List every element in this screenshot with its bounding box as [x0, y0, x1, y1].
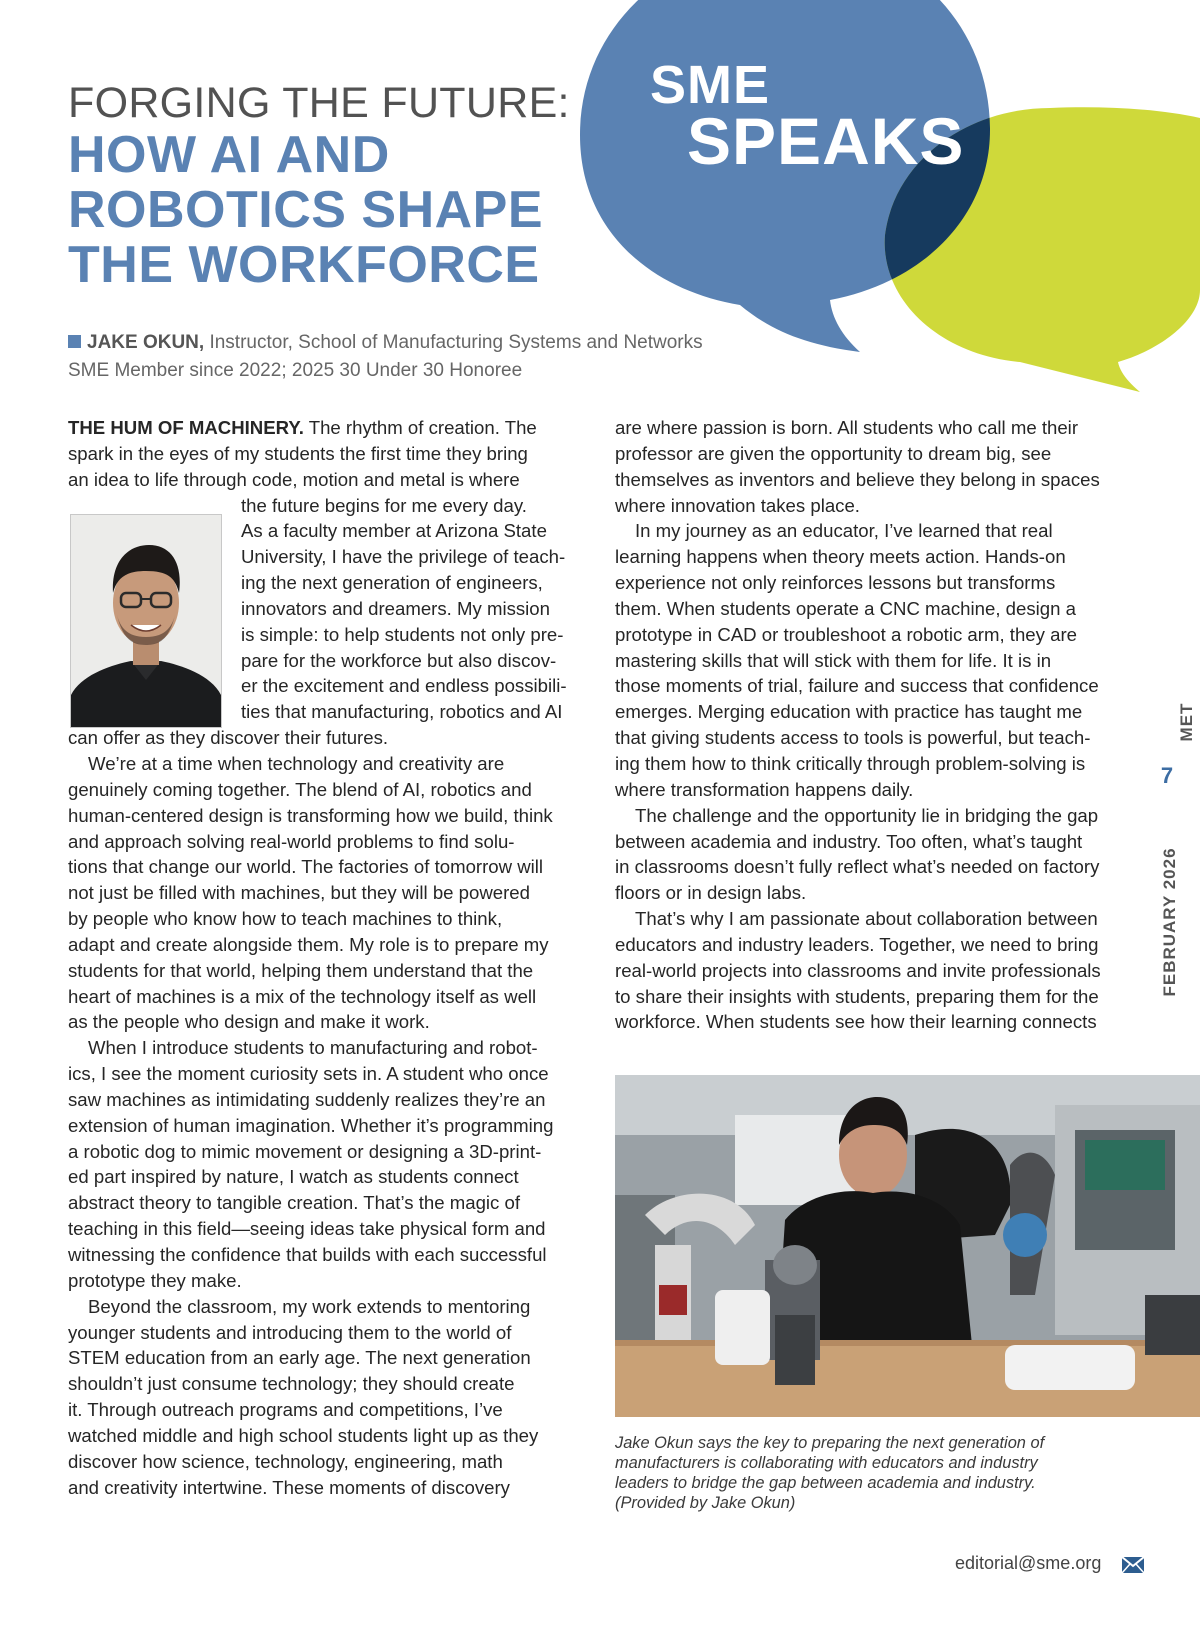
- text-line: ing the next generation of engineers,: [241, 572, 543, 594]
- author-name: JAKE OKUN,: [87, 332, 205, 353]
- text-line: and approach solving real-world problems to find solu-: [68, 830, 515, 852]
- text-line: tions that change our world. The factories of tomorrow will: [68, 856, 544, 878]
- text-line: ed part inspired by nature, I watch as students connect: [68, 1166, 519, 1188]
- text-line: er the excitement and endless possibili-: [241, 675, 567, 697]
- text-line: saw machines as intimidating suddenly realizes they’re an: [68, 1088, 546, 1110]
- text-line: We’re at a time when technology and creativity are: [88, 752, 505, 774]
- text-line: an idea to life through code, motion and metal is where: [68, 468, 520, 490]
- text-line: not just be filled with machines, but they will be powered: [68, 882, 530, 904]
- caption-line: (Provided by Jake Okun): [615, 1494, 796, 1512]
- text-line: where transformation happens daily.: [615, 778, 914, 800]
- text-line: adapt and create alongside them. My role is to prepare my: [68, 933, 549, 955]
- text-line: Beyond the classroom, my work extends to mentoring: [88, 1295, 531, 1317]
- caption-line: leaders to bridge the gap between academia and industry.: [615, 1474, 1036, 1492]
- text-line: them. When students operate a CNC machine, design a: [615, 597, 1076, 619]
- body-column-right: [615, 415, 1135, 1035]
- text-line: discover how science, technology, engineering, math: [68, 1450, 503, 1472]
- text-line: by people who know how to teach machines to think,: [68, 908, 503, 930]
- title-line: HOW AI AND: [68, 126, 390, 184]
- text-line: When I introduce students to manufacturing and robot-: [88, 1037, 538, 1059]
- text-line: STEM education from an early age. The next generation: [68, 1347, 531, 1369]
- text-line: where innovation takes place.: [615, 494, 860, 516]
- editorial-email[interactable]: editorial@sme.org: [955, 1553, 1102, 1573]
- text-line: THE HUM OF MACHINERY. The rhythm of creation. The: [68, 417, 537, 438]
- text-line: it. Through outreach programs and competitions, I’ve: [68, 1399, 503, 1421]
- text-line: students for that world, helping them understand that the: [68, 959, 534, 981]
- text-line: extension of human imagination. Whether it’s programming: [68, 1114, 554, 1136]
- text-line: between academia and industry. Too often, what’s taught: [615, 830, 1083, 852]
- text-line: watched middle and high school students light up as they: [68, 1424, 539, 1446]
- text-line: teaching in this field—seeing ideas take physical form and: [68, 1218, 546, 1240]
- text-line: human-centered design is transforming how we build, think: [68, 804, 553, 826]
- text-line: themselves as inventors and believe they belong in spaces: [615, 468, 1100, 490]
- text-line: abstract theory to tangible creation. That’s the magic of: [68, 1192, 521, 1214]
- text-line: emerges. Merging education with practice has taught me: [615, 701, 1083, 723]
- text-line: prototype they make.: [68, 1269, 242, 1291]
- text-line: professor are given the opportunity to dream big, see: [615, 442, 1052, 464]
- text-line: the future begins for me every day.: [241, 494, 527, 516]
- text-line: learning happens when theory meets action. Hands-on: [615, 546, 1066, 568]
- text-line: are where passion is born. All students who call me their: [615, 417, 1079, 438]
- text-line: can offer as they discover their futures.: [68, 727, 389, 749]
- caption-line: Jake Okun says the key to preparing the next generation of: [615, 1434, 1045, 1452]
- article-title: [68, 78, 628, 293]
- text-line: genuinely coming together. The blend of AI, robotics and: [68, 778, 532, 800]
- author-membership: SME Member since 2022; 2025 30 Under 30 Honoree: [68, 360, 523, 381]
- text-line: workforce. When students see how their learning connects: [615, 1011, 1097, 1033]
- bubble-word-speaks: SPEAKS: [687, 104, 965, 178]
- text-line: mastering skills that will stick with them for life. It is in: [615, 649, 1052, 671]
- text-line: to share their insights with students, preparing them for the: [615, 985, 1099, 1007]
- text-line: In my journey as an educator, I’ve learned that real: [635, 520, 1053, 542]
- body-column-left: [68, 415, 588, 1500]
- text-line: heart of machines is a mix of the technology itself as well: [68, 985, 537, 1007]
- text-line: pare for the workforce but also discov-: [241, 649, 557, 671]
- title-line: ROBOTICS SHAPE: [68, 181, 544, 239]
- title-line: THE WORKFORCE: [68, 236, 540, 294]
- text-line: real-world projects into classrooms and invite professionals: [615, 959, 1101, 981]
- text-line: shouldn’t just consume technology; they should create: [68, 1373, 515, 1395]
- text-line: educators and industry leaders. Together, we need to bring: [615, 933, 1099, 955]
- byline: [68, 329, 828, 385]
- caption-line: manufacturers is collaborating with educators and industry: [615, 1454, 1038, 1472]
- text-line: witnessing the confidence that builds with each successful: [68, 1244, 547, 1265]
- text-line: The challenge and the opportunity lie in bridging the gap: [635, 804, 1099, 826]
- author-role: Instructor, School of Manufacturing Systems and Networks: [204, 332, 703, 353]
- text-line: is simple: to help students not only pre-: [241, 623, 564, 645]
- text-line: ties that manufacturing, robotics and AI: [241, 701, 563, 723]
- text-line: ics, I see the moment curiosity sets in. A student who once: [68, 1063, 549, 1085]
- text-line: experience not only reinforces lessons but transforms: [615, 572, 1056, 594]
- text-line: innovators and dreamers. My mission: [241, 597, 550, 619]
- title-kicker: FORGING THE FUTURE:: [68, 79, 570, 127]
- text-line: as the people who design and make it work.: [68, 1011, 430, 1033]
- text-line: prototype in CAD or troubleshoot a robotic arm, they are: [615, 623, 1077, 645]
- text-line: University, I have the privilege of teach-: [241, 546, 566, 568]
- text-line: those moments of trial, failure and success that confidence: [615, 675, 1099, 697]
- text-line: in classrooms doesn’t fully reflect what’s needed on factory: [615, 856, 1100, 878]
- photo-caption: [615, 1433, 1115, 1513]
- text-line: spark in the eyes of my students the first time they bring: [68, 442, 528, 464]
- article-photo: [615, 1075, 1200, 1417]
- text-line: and creativity intertwine. These moments of discovery: [68, 1476, 510, 1498]
- envelope-icon: [1122, 1557, 1144, 1573]
- text-line: That’s why I am passionate about collaboration between: [635, 908, 1098, 930]
- bubble-word-sme: SME: [650, 55, 771, 115]
- text-line: As a faculty member at Arizona State: [241, 520, 547, 542]
- text-line: floors or in design labs.: [615, 882, 807, 904]
- issue-date: FEBRUARY 2026: [1160, 847, 1179, 997]
- side-magazine-name: MET: [1177, 702, 1196, 742]
- page-number: 7: [1160, 763, 1174, 788]
- text-line: that giving students access to tools is powerful, but teach-: [615, 727, 1091, 749]
- byline-square-icon: [68, 335, 81, 348]
- text-line: ing them how to think critically through problem-solving is: [615, 752, 1086, 774]
- lead-in: THE HUM OF MACHINERY.: [68, 417, 304, 438]
- text-line: younger students and introducing them to the world of: [68, 1321, 512, 1343]
- text-line: a robotic dog to mimic movement or designing a 3D-print-: [68, 1140, 542, 1162]
